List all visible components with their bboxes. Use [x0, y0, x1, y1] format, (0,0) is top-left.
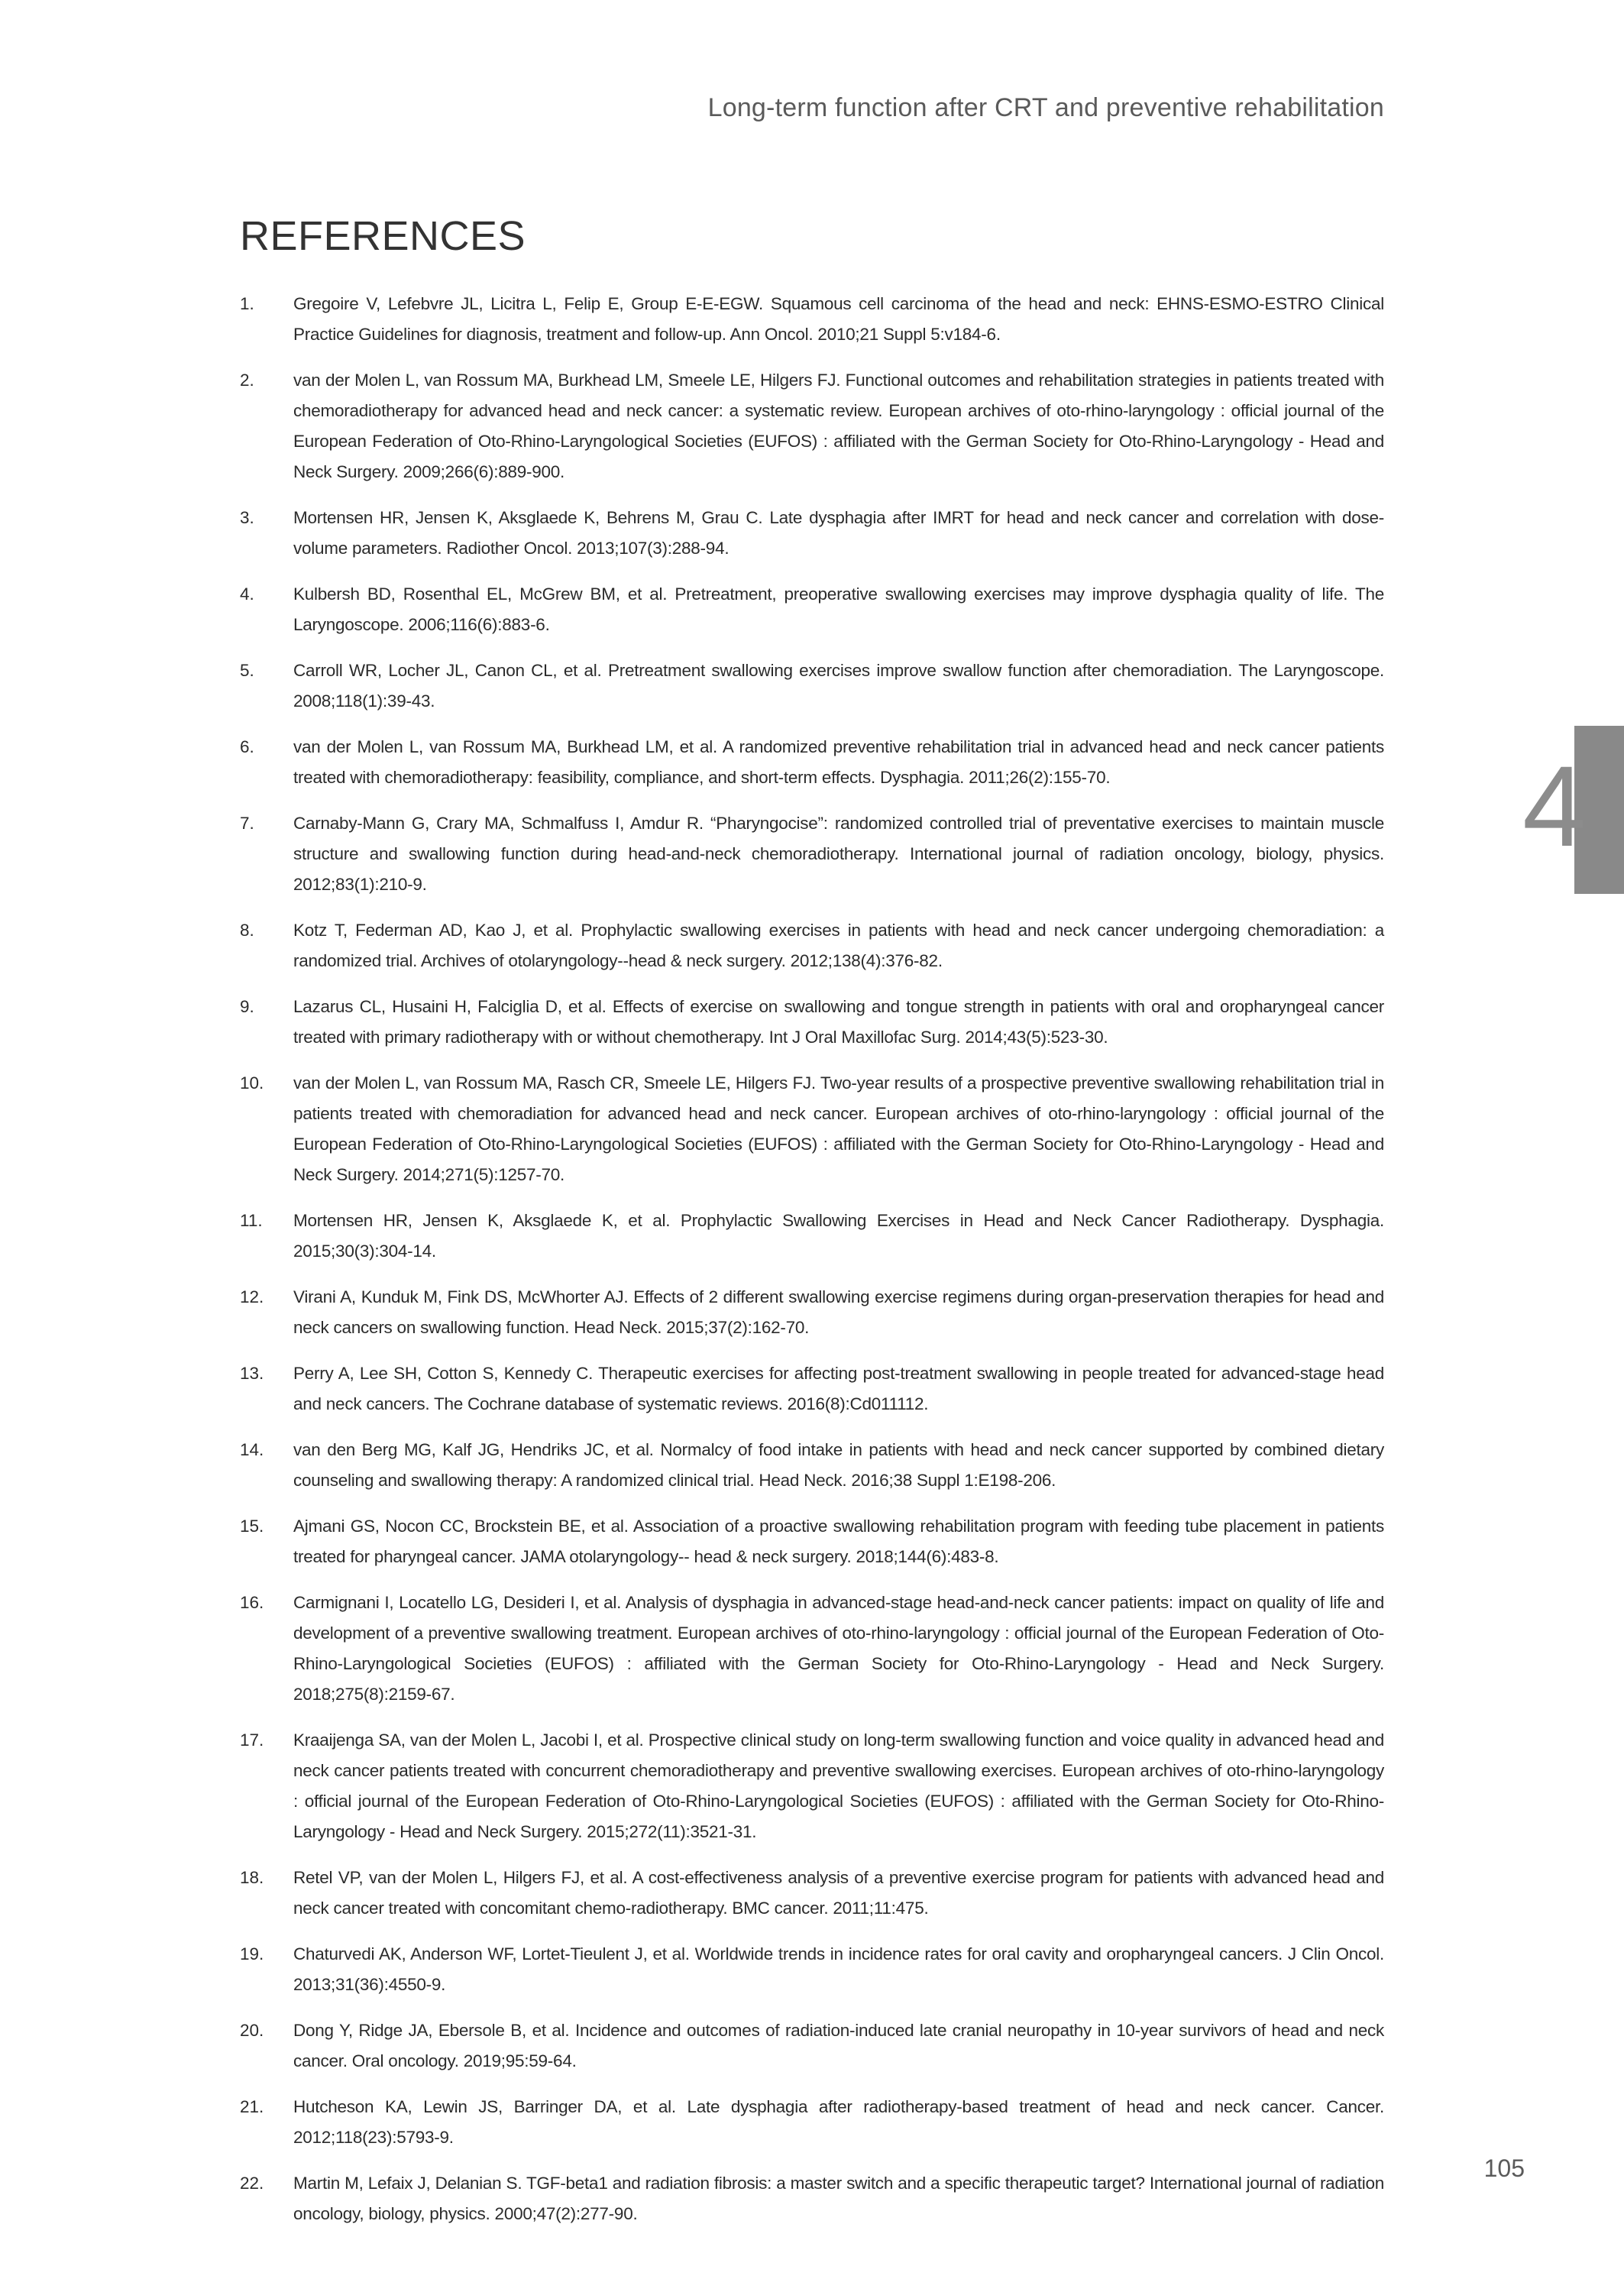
- reference-item: [240, 732, 1384, 793]
- reference-number: 17.: [240, 1730, 264, 1750]
- reference-number: 4.: [240, 584, 254, 604]
- reference-item: [240, 1725, 1384, 1847]
- reference-item: [240, 2168, 1384, 2229]
- reference-item: [240, 579, 1384, 640]
- reference-text: Ajmani GS, Nocon CC, Brockstein BE, et al. Association of a proactive swallowing rehabilitation program with feeding tube placement in patients treated for pharyngeal cancer. JAMA otolaryngology-- head & neck surgery. 2018;144(6):483-8.: [293, 1517, 1384, 1566]
- reference-item: [240, 915, 1384, 976]
- reference-text: Chaturvedi AK, Anderson WF, Lortet-Tieulent J, et al. Worldwide trends in incidence rates for oral cavity and oropharyngeal cancers. J Clin Oncol. 2013;31(36):4550-9.: [293, 1944, 1384, 1994]
- reference-number: 11.: [240, 1211, 263, 1230]
- reference-number: 20.: [240, 2021, 264, 2040]
- reference-number: 12.: [240, 1287, 264, 1306]
- chapter-number: 4: [1522, 742, 1587, 870]
- reference-text: Kraaijenga SA, van der Molen L, Jacobi I, et al. Prospective clinical study on long-term swallowing function and voice quality in advanced head and neck cancer patients treated with concurrent chemoradiotherapy and preventive swallowing exercises. European archives of oto-rhino-laryngology : official journal of the European Federation of Oto-Rhino-Laryngological Societies (EUFOS) : affiliated with the German Society for Oto-Rhino-Laryngology - Head and Neck Surgery. 2015;272(11):3521-31.: [293, 1730, 1384, 1841]
- reference-item: [240, 1863, 1384, 1924]
- running-header: Long-term function after CRT and preventive rehabilitation: [707, 93, 1384, 122]
- reference-text: Hutcheson KA, Lewin JS, Barringer DA, et al. Late dysphagia after radiotherapy-based treatment of head and neck cancer. Cancer. 2012;118(23):5793-9.: [293, 2097, 1384, 2147]
- reference-number: 3.: [240, 508, 254, 527]
- reference-item: [240, 2092, 1384, 2153]
- reference-text: Carmignani I, Locatello LG, Desideri I, et al. Analysis of dysphagia in advanced-stage head-and-neck cancer patients: impact on quality of life and development of a preventive swallowing treatment. European archives of oto-rhino-laryngology : official journal of the European Federation of Oto-Rhino-Laryngological Societies (EUFOS) : affiliated with the German Society for Oto-Rhino-Laryngology - Head and Neck Surgery. 2018;275(8):2159-67.: [293, 1593, 1384, 1704]
- reference-item: [240, 289, 1384, 350]
- reference-item: [240, 808, 1384, 900]
- reference-text: van den Berg MG, Kalf JG, Hendriks JC, et al. Normalcy of food intake in patients with head and neck cancer supported by combined dietary counseling and swallowing therapy: A randomized clinical trial. Head Neck. 2016;38 Suppl 1:E198-206.: [293, 1440, 1384, 1490]
- reference-text: van der Molen L, van Rossum MA, Burkhead LM, et al. A randomized preventive rehabilitation trial in advanced head and neck cancer patients treated with chemoradiotherapy: feasibility, compliance, and short-term effects. Dysphagia. 2011;26(2):155-70.: [293, 737, 1384, 787]
- reference-item: [240, 503, 1384, 564]
- reference-number: 6.: [240, 737, 254, 756]
- reference-number: 13.: [240, 1364, 264, 1383]
- reference-item: [240, 2015, 1384, 2077]
- reference-item: [240, 1068, 1384, 1190]
- reference-text: Virani A, Kunduk M, Fink DS, McWhorter AJ. Effects of 2 different swallowing exercise regimens during organ-preservation therapies for head and neck cancers on swallowing function. Head Neck. 2015;37(2):162-70.: [293, 1287, 1384, 1337]
- reference-number: 14.: [240, 1440, 264, 1459]
- reference-item: [240, 1588, 1384, 1710]
- reference-number: 18.: [240, 1868, 264, 1887]
- reference-item: [240, 1358, 1384, 1420]
- reference-text: Gregoire V, Lefebvre JL, Licitra L, Felip E, Group E-E-EGW. Squamous cell carcinoma of the head and neck: EHNS-ESMO-ESTRO Clinical Practice Guidelines for diagnosis, treatment and follow-up. Ann Oncol. 2010;21 Suppl 5:v184-6.: [293, 294, 1384, 344]
- reference-item: [240, 1282, 1384, 1343]
- reference-text: Mortensen HR, Jensen K, Aksglaede K, Behrens M, Grau C. Late dysphagia after IMRT for head and neck cancer and correlation with dose-volume parameters. Radiother Oncol. 2013;107(3):288-94.: [293, 508, 1384, 558]
- reference-item: [240, 1939, 1384, 2000]
- reference-text: Perry A, Lee SH, Cotton S, Kennedy C. Therapeutic exercises for affecting post-treatment swallowing in people treated for advanced-stage head and neck cancers. The Cochrane database of systematic reviews. 2016(8):Cd011112.: [293, 1364, 1384, 1413]
- reference-text: Martin M, Lefaix J, Delanian S. TGF-beta1 and radiation fibrosis: a master switch and a specific therapeutic target? International journal of radiation oncology, biology, physics. 2000;47(2):277-90.: [293, 2174, 1384, 2223]
- reference-list: [240, 289, 1384, 2245]
- reference-text: Carroll WR, Locher JL, Canon CL, et al. Pretreatment swallowing exercises improve swallow function after chemoradiation. The Laryngoscope. 2008;118(1):39-43.: [293, 661, 1384, 711]
- reference-text: Carnaby-Mann G, Crary MA, Schmalfuss I, Amdur R. “Pharyngocise”: randomized controlled trial of preventative exercises to maintain muscle structure and swallowing function during head-and-neck chemoradiotherapy. International journal of radiation oncology, biology, physics. 2012;83(1):210-9.: [293, 814, 1384, 894]
- reference-text: Kotz T, Federman AD, Kao J, et al. Prophylactic swallowing exercises in patients with head and neck cancer undergoing chemoradiation: a randomized trial. Archives of otolaryngology--head & neck surgery. 2012;138(4):376-82.: [293, 921, 1384, 970]
- reference-text: Mortensen HR, Jensen K, Aksglaede K, et al. Prophylactic Swallowing Exercises in Head and Neck Cancer Radiotherapy. Dysphagia. 2015;30(3):304-14.: [293, 1211, 1384, 1261]
- reference-number: 9.: [240, 997, 254, 1016]
- reference-number: 8.: [240, 921, 254, 940]
- reference-number: 16.: [240, 1593, 264, 1612]
- section-title: REFERENCES: [240, 213, 526, 259]
- reference-number: 1.: [240, 294, 254, 313]
- reference-text: Retel VP, van der Molen L, Hilgers FJ, et al. A cost-effectiveness analysis of a preventive exercise program for patients with advanced head and neck cancer treated with concomitant chemo-radiotherapy. BMC cancer. 2011;11:475.: [293, 1868, 1384, 1918]
- reference-number: 2.: [240, 371, 254, 390]
- reference-item: [240, 992, 1384, 1053]
- reference-number: 7.: [240, 814, 254, 833]
- reference-number: 22.: [240, 2174, 264, 2193]
- reference-text: Lazarus CL, Husaini H, Falciglia D, et al. Effects of exercise on swallowing and tongue strength in patients with oral and oropharyngeal cancer treated with primary radiotherapy with or without chemotherapy. Int J Oral Maxillofac Surg. 2014;43(5):523-30.: [293, 997, 1384, 1047]
- reference-item: [240, 1206, 1384, 1267]
- reference-text: Kulbersh BD, Rosenthal EL, McGrew BM, et al. Pretreatment, preoperative swallowing exercises may improve dysphagia quality of life. The Laryngoscope. 2006;116(6):883-6.: [293, 584, 1384, 634]
- reference-item: [240, 656, 1384, 717]
- reference-number: 21.: [240, 2097, 264, 2116]
- reference-number: 15.: [240, 1517, 264, 1536]
- reference-number: 5.: [240, 661, 254, 680]
- page-number: 105: [1483, 2154, 1525, 2182]
- reference-item: [240, 365, 1384, 487]
- reference-number: 10.: [240, 1073, 264, 1093]
- reference-text: van der Molen L, van Rossum MA, Rasch CR, Smeele LE, Hilgers FJ. Two-year results of a prospective preventive swallowing rehabilitation trial in patients treated with chemoradiation for advanced head and neck cancer. European archives of oto-rhino-laryngology : official journal of the European Federation of Oto-Rhino-Laryngological Societies (EUFOS) : affiliated with the German Society for Oto-Rhino-Laryngology - Head and Neck Surgery. 2014;271(5):1257-70.: [293, 1073, 1384, 1184]
- reference-text: Dong Y, Ridge JA, Ebersole B, et al. Incidence and outcomes of radiation-induced late cranial neuropathy in 10-year survivors of head and neck cancer. Oral oncology. 2019;95:59-64.: [293, 2021, 1384, 2070]
- reference-text: van der Molen L, van Rossum MA, Burkhead LM, Smeele LE, Hilgers FJ. Functional outcomes and rehabilitation strategies in patients treated with chemoradiotherapy for advanced head and neck cancer: a systematic review. European archives of oto-rhino-laryngology : official journal of the European Federation of Oto-Rhino-Laryngological Societies (EUFOS) : affiliated with the German Society for Oto-Rhino-Laryngology - Head and Neck Surgery. 2009;266(6):889-900.: [293, 371, 1384, 481]
- reference-item: [240, 1511, 1384, 1572]
- reference-number: 19.: [240, 1944, 264, 1963]
- reference-item: [240, 1435, 1384, 1496]
